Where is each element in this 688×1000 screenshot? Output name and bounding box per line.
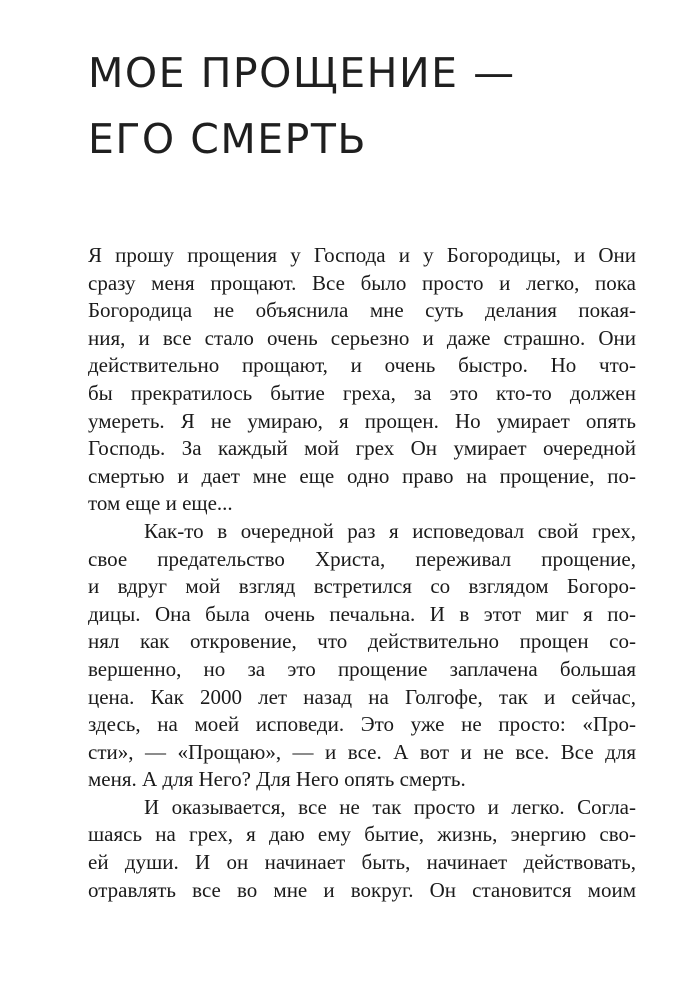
text-line: ей души. И он начинает быть, начинает действовать,	[88, 850, 636, 875]
text-line: и вдруг мой взгляд встретился со взглядом Богоро-	[88, 574, 636, 599]
chapter-title-line: МОЕ ПРОЩЕНИЕ —	[88, 49, 516, 97]
text-line: сразу меня прощают. Все было просто и легко, пока	[88, 270, 636, 295]
text-line: вершенно, но за это прощение заплачена большая	[88, 656, 636, 681]
text-line: нял как откровение, что действительно прощен со-	[88, 629, 636, 654]
text-line: шаясь на грех, я даю ему бытие, жизнь, энергию сво-	[88, 822, 636, 847]
text-line: И оказывается, все не так просто и легко. Согла-	[144, 794, 636, 819]
text-line: свое предательство Христа, переживал прощение,	[88, 546, 636, 571]
text-line: цена. Как 2000 лет назад на Голгофе, так и сейчас,	[88, 684, 636, 709]
text-line: дицы. Она была очень печальна. И в этот миг я по-	[88, 601, 636, 626]
text-line: Как-то в очередной раз я исповедовал свой грех,	[144, 518, 636, 543]
text-line: ния, и все стало очень серьезно и даже страшно. Они	[88, 325, 636, 350]
text-line: действительно прощают, и очень быстро. Но что-	[88, 353, 636, 378]
text-line: сти», — «Прощаю», — и все. А вот и не все. Все для	[88, 739, 636, 764]
paragraph-1	[88, 242, 636, 518]
text-line: здесь, на моей исповеди. Это уже не просто: «Про-	[88, 712, 636, 737]
text-line: Господь. За каждый мой грех Он умирает очередной	[88, 436, 636, 461]
text-line: меня. А для Него? Для Него опять смерть.	[88, 767, 466, 792]
chapter-title	[88, 40, 516, 172]
paragraph-2	[88, 518, 636, 794]
text-line: смертью и дает мне еще одно право на прощение, по-	[88, 463, 636, 488]
text-line: бы прекратилось бытие греха, за это кто-то должен	[88, 380, 636, 405]
text-line: том еще и еще...	[88, 491, 233, 516]
text-line: Я прошу прощения у Господа и у Богородицы, и Они	[88, 243, 636, 267]
chapter-title-line: ЕГО СМЕРТЬ	[88, 115, 368, 163]
paragraph-3	[88, 794, 636, 904]
text-line: отравлять все во мне и вокруг. Он становится моим	[88, 877, 636, 902]
body-text	[88, 242, 636, 904]
text-line: умереть. Я не умираю, я прощен. Но умирает опять	[88, 408, 636, 433]
text-line: Богородица не объяснила мне суть делания покая-	[88, 298, 636, 323]
